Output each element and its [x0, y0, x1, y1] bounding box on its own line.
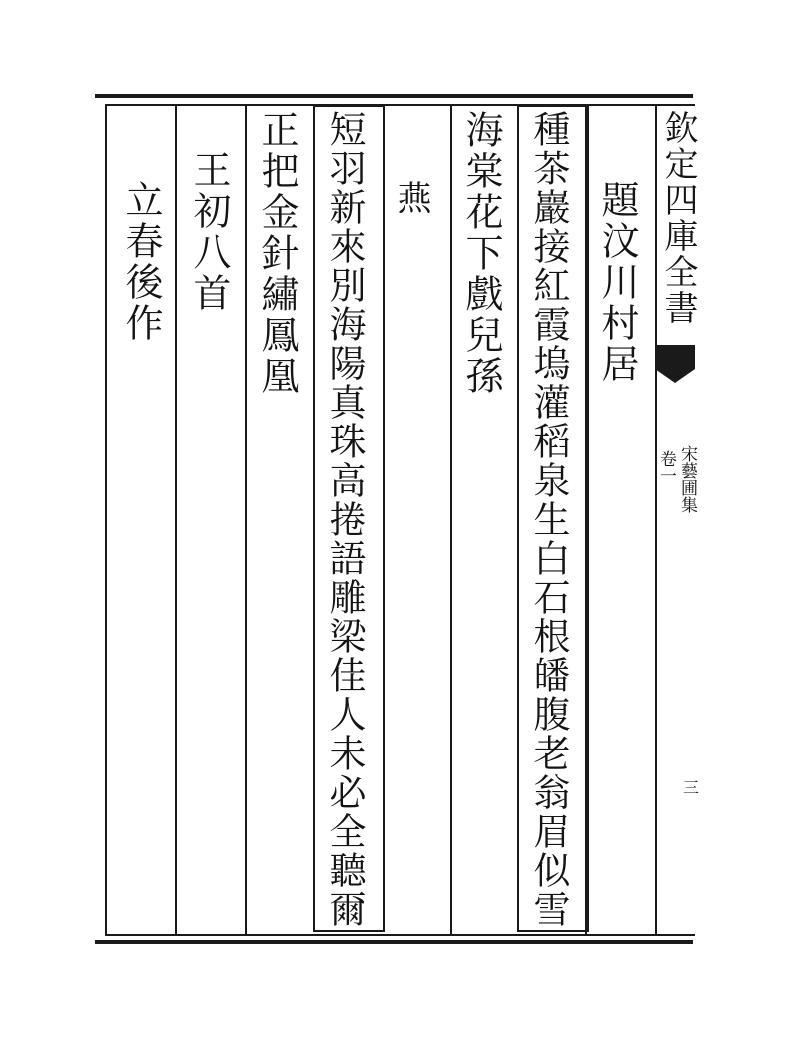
poem-title: 題汶川村居 [595, 180, 639, 385]
poem-line: 正把金針繡鳳凰 [255, 110, 299, 397]
top-border-inner [105, 104, 695, 106]
poem-title: 立春後作 [119, 180, 163, 344]
poem-line: 海棠花下戲兒孫 [459, 110, 503, 397]
column-divider [245, 105, 247, 935]
folio-number: 三 [683, 778, 700, 797]
author-name: 王初八首 [187, 150, 231, 314]
poem-line: 短羽新來別海陽真珠高捲語雕梁佳人未必全聽爾 [323, 110, 366, 929]
poem-line: 種茶巖接紅霞塢灌稻泉生白石根皤腹老翁眉似雪 [527, 110, 570, 929]
bottom-border-inner [105, 934, 695, 936]
juan-label: 卷一 [656, 450, 676, 484]
column-divider [175, 105, 177, 935]
left-border [105, 104, 107, 936]
collection-title: 欽定四庫全書 [658, 110, 698, 326]
column-divider [450, 105, 452, 935]
top-border-outer [95, 94, 693, 98]
poem-title: 燕 [391, 180, 431, 217]
book-title: 宋藝圃集 [677, 445, 697, 513]
fish-tail-mark [655, 345, 695, 369]
bottom-border-outer [95, 940, 693, 944]
